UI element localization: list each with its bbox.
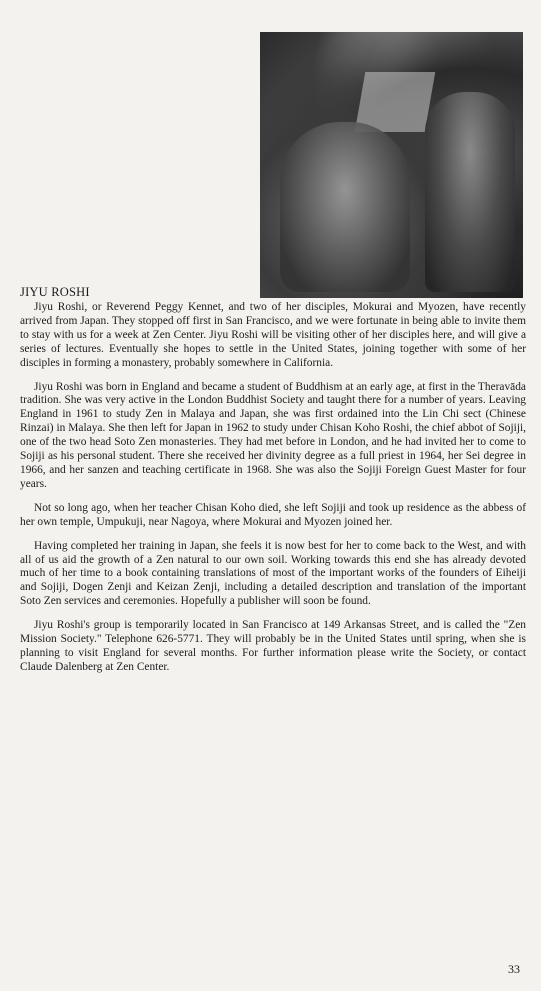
article-title: JIYU ROSHI xyxy=(20,285,90,299)
photo-seated-figure xyxy=(280,122,410,292)
photo-jiyu-roshi-with-disciples xyxy=(260,32,523,298)
paragraph-3: Not so long ago, when her teacher Chisan Koho died, she left Sojiji and took up residence as the abbess of her own temple, Umpukuji, near Nagoya, where Mokurai and Myozen joined her. xyxy=(20,501,526,528)
paragraph-4: Having completed her training in Japan, she feels it is now best for her to come back to the West, and with all of us aid the growth of a Zen natural to our own soil. Working towards this end she has already devoted much of her time to a book containing translations of most of the important works of the founders of Eiheiji and Sojiji, Dogen Zenji and Keizan Zenji, including a detailed description and translation of the important Soto Zen services and ceremonies. Hopefully a publisher will soon be found. xyxy=(20,539,526,608)
photo-standing-figure xyxy=(425,92,515,292)
paragraph-5: Jiyu Roshi's group is temporarily located in San Francisco at 149 Arkansas Street, and is called the "Zen Mission Society." Telephone 626-5771. They will probably be in the United States until spring, when she is planning to visit England for several months. For further information please write the Society, or contact Claude Dalenberg at Zen Center. xyxy=(20,619,526,673)
article-body xyxy=(20,301,526,685)
paragraph-1: Jiyu Roshi, or Reverend Peggy Kennet, and two of her disciples, Mokurai and Myozen, have recently arrived from Japan. They stopped off first in San Francisco, and we were fortunate in being able to invite them to stay with us for a week at Zen Center. Jiyu Roshi will be visiting other of her disciples here, and will give a series of lectures. Eventually she hopes to settle in the United States, joining together with some of her disciples in forming a monastery, probably somewhere in California. xyxy=(20,301,526,369)
photo-table-shape xyxy=(355,72,436,132)
paragraph-2: Jiyu Roshi was born in England and became a student of Buddhism at an early age, at first in the Theravāda tradition. She was very active in the London Buddhist Society and taught there for a number of years. Leaving England in 1961 to study Zen in Malaya and Japan, she was first ordained into the Lin Chi sect (Chinese Rinzai) in Malaya. She then left for Japan in 1962 to study under Chisan Koho Roshi, the chief abbot of Sojiji, one of the two head Soto Zen monasteries. They had met before in London, and he had invited her to come to Sojiji as his personal student. There she received her divinity degree as a full priest in 1964, her Sei degree in 1966, and her sanzen and teaching certificate in 1968. She was also the Sojiji Foreign Guest Master for four years. xyxy=(20,380,526,490)
page-number: 33 xyxy=(508,962,520,976)
